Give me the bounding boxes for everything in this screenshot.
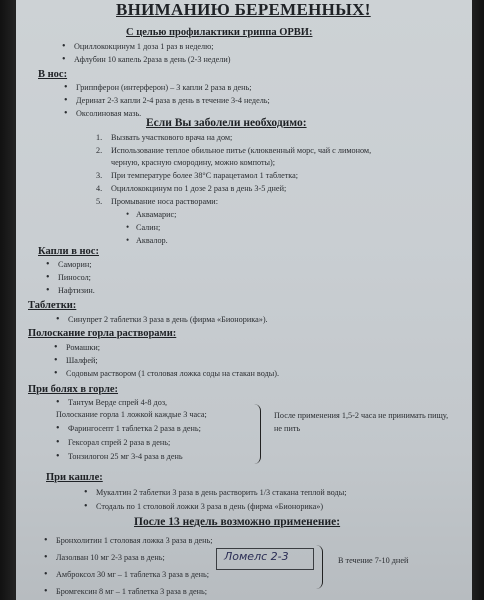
list-item: • Гексорал спрей 2 раза в день; — [68, 438, 170, 447]
list-item: • Содовым раствором (1 столовая ложка соды на стакан воды). — [66, 369, 279, 378]
list-item: • Салин; — [136, 223, 160, 232]
list-item: • Пиносол; — [58, 273, 91, 282]
numbered-item: Использование теплое обильное питье (клюквенный морс, чай с лимоном, — [111, 146, 372, 155]
cough-heading: При кашле: — [46, 472, 103, 483]
list-item: • Тонзилогон 25 мг 3-4 раза в день — [68, 452, 183, 461]
drops-heading: Капли в нос: — [38, 246, 99, 257]
list-item: • Оциллококцинум 1 доза 1 раз в неделю; — [74, 42, 214, 51]
tablets-heading: Таблетки: — [28, 300, 77, 311]
numbered-item-number: 5. — [96, 197, 103, 206]
page-title: ВНИМАНИЮ БЕРЕМЕННЫХ! — [116, 0, 371, 19]
list-item: • Тантум Верде спрей 4-8 доз, — [68, 398, 167, 407]
grouping-brace — [316, 545, 323, 589]
numbered-item-number: 4. — [96, 184, 103, 193]
numbered-item-continuation: черную, красную смородину, можно компоты); — [111, 158, 276, 167]
list-item: Полоскание горла 1 ложкой каждые 3 часа; — [56, 410, 207, 419]
numbered-item-number: 2. — [96, 146, 103, 155]
throat-note: После применения 1,5-2 часа не принимать пищу, не пить — [274, 411, 449, 433]
list-item: • Бронхолитин 1 столовая ложка 3 раза в день; — [56, 536, 213, 545]
list-item: • Стодаль по 1 столовой ложки 3 раза в день (фирма «Бионорика») — [96, 502, 323, 511]
document-page — [16, 0, 472, 600]
after13-heading: После 13 недель возможно применение: — [134, 516, 341, 528]
after13-note: В течение 7-10 дней — [338, 556, 409, 565]
list-item: • Деринат 2-3 капли 2-4 раза в день в течение 3-4 недель; — [76, 96, 270, 105]
grouping-brace — [254, 404, 261, 464]
list-item: • Аквамарис; — [136, 210, 176, 219]
list-item: • Фарингосепт 1 таблетка 2 раза в день; — [68, 424, 201, 433]
numbered-item-number: 3. — [96, 171, 103, 180]
nose-heading: В нос: — [38, 69, 68, 80]
numbered-item: При температуре более 38°С парацетамол 1 таблетка; — [111, 171, 299, 180]
numbered-item: Промывание носа растворами: — [111, 197, 218, 206]
numbered-item: Оциллококцинум по 1 дозе 2 раза в день 3-5 дней; — [111, 184, 287, 193]
list-item: • Синупрет 2 таблетки 3 раза в день (фирма «Бионорика»). — [68, 315, 268, 324]
list-item: • Аквалор. — [136, 236, 168, 245]
handwritten-note: Ломелс 2-3 — [224, 550, 289, 563]
list-item: • Саморин; — [58, 260, 92, 269]
list-item: • Оксолиновая мазь. — [76, 109, 141, 118]
numbered-item: Вызвать участкового врача на дом; — [111, 133, 233, 142]
list-item: • Мукалтин 2 таблетки 3 раза в день растворить 1/3 стакана теплой воды; — [96, 488, 346, 497]
prevention-heading: С целью профилактики гриппа ОРВИ: — [126, 27, 313, 38]
sick-heading: Если Вы заболели необходимо: — [146, 117, 307, 129]
gargle-heading: Полоскание горла растворами: — [28, 328, 177, 339]
list-item: • Афлубин 10 капель 2раза в день (2-3 недели) — [74, 55, 230, 64]
list-item: • Бромгексин 8 мг – 1 таблетка 3 раза в день; — [56, 587, 207, 596]
list-item: • Нафтизин. — [58, 286, 95, 295]
list-item: • Ромашки; — [66, 343, 100, 352]
throat-heading: При болях в горле: — [28, 384, 119, 395]
list-item: • Гриппферон (интерферон) – 3 капли 2 раза в день; — [76, 83, 252, 92]
list-item: • Амброксол 30 мг – 1 таблетка 3 раза в день; — [56, 570, 209, 579]
list-item: • Лазолван 10 мг 2-3 раза в день; — [56, 553, 165, 562]
numbered-item-number: 1. — [96, 133, 103, 142]
list-item: • Шалфей; — [66, 356, 98, 365]
